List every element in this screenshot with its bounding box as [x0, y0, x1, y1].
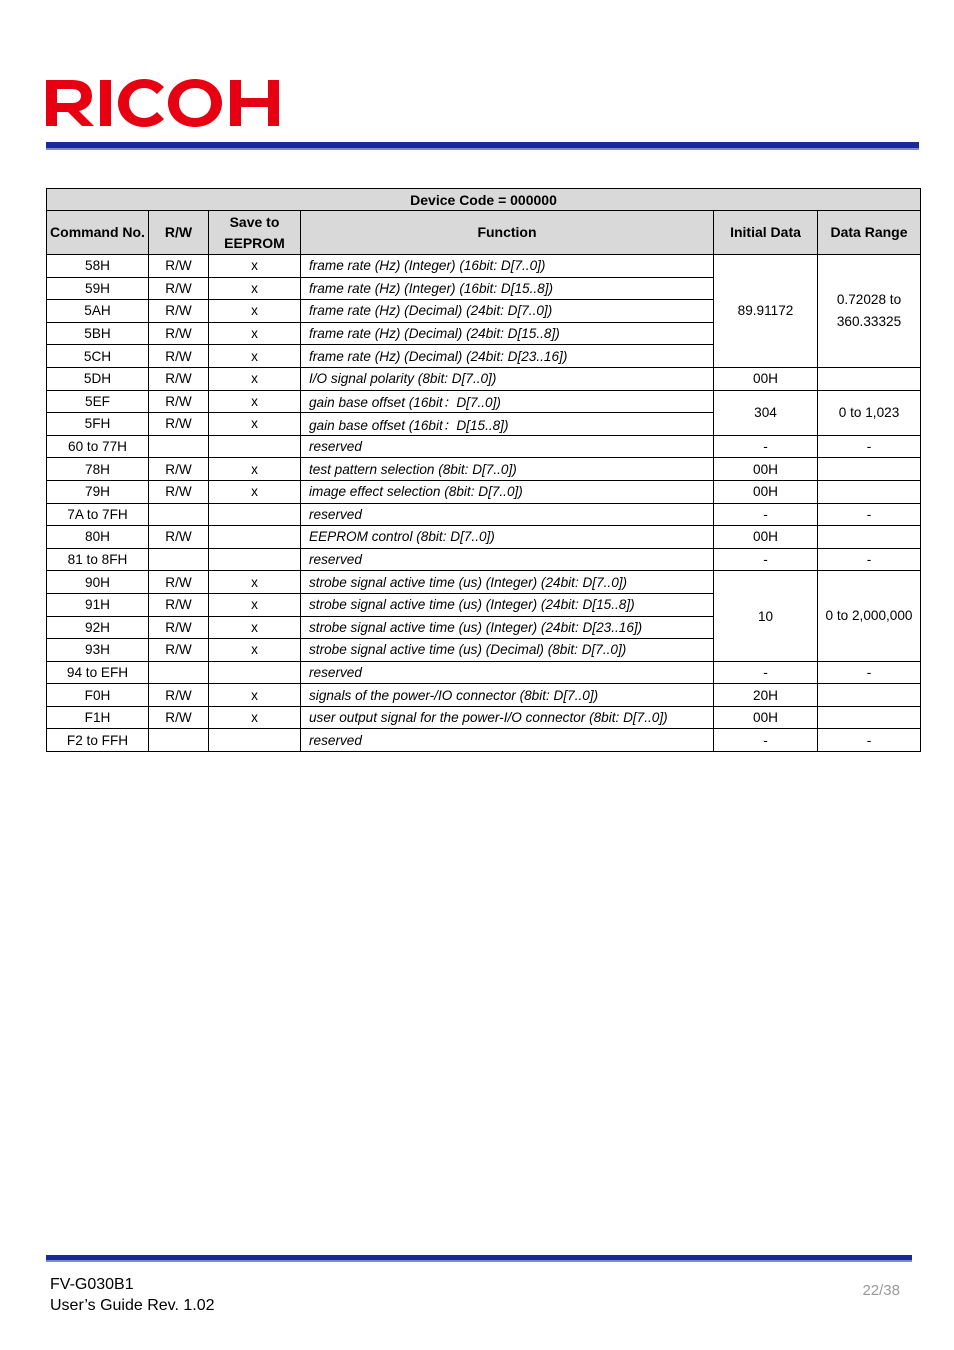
cell-rw: R/W [149, 458, 209, 481]
cell-range [818, 480, 921, 503]
cell-function: strobe signal active time (us) (Integer) (24bit: D[7..0]) [301, 571, 714, 594]
cell-initial: 00H [714, 480, 818, 503]
cell-function: frame rate (Hz) (Decimal) (24bit: D[7..0]) [301, 300, 714, 323]
cell-range: - [818, 503, 921, 526]
cell-initial: 20H [714, 684, 818, 707]
cell-rw [149, 548, 209, 571]
cell-initial: 304 [714, 390, 818, 435]
cell-save: x [209, 684, 301, 707]
table-row [47, 255, 921, 278]
cell-initial: - [714, 503, 818, 526]
cell-command: 81 to 8FH [47, 548, 149, 571]
table-row [47, 458, 921, 481]
table-row [47, 661, 921, 684]
table-row [47, 548, 921, 571]
cell-command: 5EF [47, 390, 149, 413]
cell-function: strobe signal active time (us) (Integer) (24bit: D[15..8]) [301, 593, 714, 616]
footer-doc-info [50, 1274, 215, 1316]
cell-function: gain base offset (16bit：D[7..0]) [301, 390, 714, 413]
cell-function: frame rate (Hz) (Decimal) (24bit: D[23..16]) [301, 345, 714, 368]
cell-command: 79H [47, 480, 149, 503]
cell-rw: R/W [149, 277, 209, 300]
cell-initial: 89.91172 [714, 255, 818, 368]
cell-initial: - [714, 548, 818, 571]
footer-model: FV-G030B1 [50, 1276, 134, 1293]
cell-save: x [209, 571, 301, 594]
cell-save: x [209, 345, 301, 368]
cell-rw: R/W [149, 593, 209, 616]
cell-function: I/O signal polarity (8bit: D[7..0]) [301, 367, 714, 390]
cell-rw: R/W [149, 390, 209, 413]
cell-command: 94 to EFH [47, 661, 149, 684]
cell-command: 60 to 77H [47, 435, 149, 458]
cell-save: x [209, 277, 301, 300]
cell-function: EEPROM control (8bit: D[7..0]) [301, 526, 714, 549]
cell-function: reserved [301, 548, 714, 571]
cell-save [209, 435, 301, 458]
cell-rw: R/W [149, 616, 209, 639]
cell-function: signals of the power-/IO connector (8bit: D[7..0]) [301, 684, 714, 707]
cell-save: x [209, 639, 301, 662]
register-table [46, 188, 921, 752]
header-command-no: Command No. [47, 211, 149, 255]
cell-save: x [209, 593, 301, 616]
cell-save: x [209, 255, 301, 278]
table-title: Device Code = 000000 [47, 189, 921, 211]
cell-rw: R/W [149, 300, 209, 323]
cell-command: 5BH [47, 322, 149, 345]
cell-rw: R/W [149, 413, 209, 436]
cell-range [818, 458, 921, 481]
cell-function: strobe signal active time (us) (Decimal) (8bit: D[7..0]) [301, 639, 714, 662]
footer-doc-title: User’s Guide Rev. 1.02 [50, 1297, 215, 1314]
cell-save: x [209, 706, 301, 729]
cell-function: image effect selection (8bit: D[7..0]) [301, 480, 714, 503]
cell-range: - [818, 661, 921, 684]
cell-command: 92H [47, 616, 149, 639]
cell-initial: - [714, 435, 818, 458]
cell-function: test pattern selection (8bit: D[7..0]) [301, 458, 714, 481]
cell-command: F0H [47, 684, 149, 707]
cell-function: reserved [301, 729, 714, 752]
cell-save: x [209, 616, 301, 639]
cell-rw [149, 503, 209, 526]
header-initial-data: Initial Data [714, 211, 818, 255]
cell-rw: R/W [149, 684, 209, 707]
cell-rw [149, 661, 209, 684]
cell-range: - [818, 729, 921, 752]
table-row [47, 480, 921, 503]
cell-rw: R/W [149, 480, 209, 503]
table-row [47, 526, 921, 549]
cell-save: x [209, 322, 301, 345]
cell-initial: 00H [714, 367, 818, 390]
cell-save [209, 548, 301, 571]
cell-range: 0.72028 to 360.33325 [818, 255, 921, 368]
cell-function: strobe signal active time (us) (Integer) (24bit: D[23..16]) [301, 616, 714, 639]
cell-rw: R/W [149, 345, 209, 368]
cell-command: 59H [47, 277, 149, 300]
cell-range: 0 to 1,023 [818, 390, 921, 435]
header-data-range: Data Range [818, 211, 921, 255]
cell-command: 91H [47, 593, 149, 616]
cell-rw: R/W [149, 571, 209, 594]
cell-function: frame rate (Hz) (Integer) (16bit: D[7..0]) [301, 255, 714, 278]
cell-save [209, 526, 301, 549]
cell-command: 80H [47, 526, 149, 549]
cell-range: - [818, 548, 921, 571]
table-row [47, 729, 921, 752]
cell-function: reserved [301, 503, 714, 526]
cell-save: x [209, 480, 301, 503]
cell-command: 5CH [47, 345, 149, 368]
cell-save: x [209, 367, 301, 390]
table-row [47, 571, 921, 594]
cell-save [209, 503, 301, 526]
cell-save [209, 661, 301, 684]
cell-command: 90H [47, 571, 149, 594]
ricoh-logo [46, 74, 290, 132]
cell-rw [149, 435, 209, 458]
cell-command: 5AH [47, 300, 149, 323]
cell-initial: 00H [714, 706, 818, 729]
header-function: Function [301, 211, 714, 255]
cell-initial: - [714, 661, 818, 684]
cell-command: F1H [47, 706, 149, 729]
cell-rw: R/W [149, 706, 209, 729]
cell-function: gain base offset (16bit：D[15..8]) [301, 413, 714, 436]
cell-initial: 00H [714, 526, 818, 549]
cell-function: reserved [301, 661, 714, 684]
cell-initial: 00H [714, 458, 818, 481]
cell-function: frame rate (Hz) (Decimal) (24bit: D[15..8]) [301, 322, 714, 345]
cell-command: 7A to 7FH [47, 503, 149, 526]
cell-command: 5DH [47, 367, 149, 390]
cell-range: 0 to 2,000,000 [818, 571, 921, 661]
cell-save: x [209, 300, 301, 323]
table-row [47, 390, 921, 413]
cell-save: x [209, 458, 301, 481]
cell-command: 93H [47, 639, 149, 662]
table-row [47, 367, 921, 390]
cell-range [818, 684, 921, 707]
cell-command: 78H [47, 458, 149, 481]
cell-rw: R/W [149, 639, 209, 662]
cell-command: F2 to FFH [47, 729, 149, 752]
table-row [47, 435, 921, 458]
cell-function: frame rate (Hz) (Integer) (16bit: D[15..8]) [301, 277, 714, 300]
cell-function: reserved [301, 435, 714, 458]
cell-command: 5FH [47, 413, 149, 436]
page-number: 22/38 [862, 1282, 900, 1299]
cell-function: user output signal for the power-I/O connector (8bit: D[7..0]) [301, 706, 714, 729]
cell-rw [149, 729, 209, 752]
header-rw: R/W [149, 211, 209, 255]
cell-rw: R/W [149, 255, 209, 278]
cell-save: x [209, 413, 301, 436]
cell-range [818, 706, 921, 729]
header-rule [46, 142, 919, 150]
cell-initial: - [714, 729, 818, 752]
cell-rw: R/W [149, 322, 209, 345]
cell-rw: R/W [149, 526, 209, 549]
cell-command: 58H [47, 255, 149, 278]
table-row [47, 706, 921, 729]
cell-save: x [209, 390, 301, 413]
table-row [47, 684, 921, 707]
cell-range [818, 526, 921, 549]
header-save-eeprom: Save to EEPROM [209, 211, 301, 255]
table-row [47, 503, 921, 526]
cell-range [818, 367, 921, 390]
footer-rule [46, 1255, 912, 1262]
cell-range: - [818, 435, 921, 458]
cell-save [209, 729, 301, 752]
cell-initial: 10 [714, 571, 818, 661]
cell-rw: R/W [149, 367, 209, 390]
